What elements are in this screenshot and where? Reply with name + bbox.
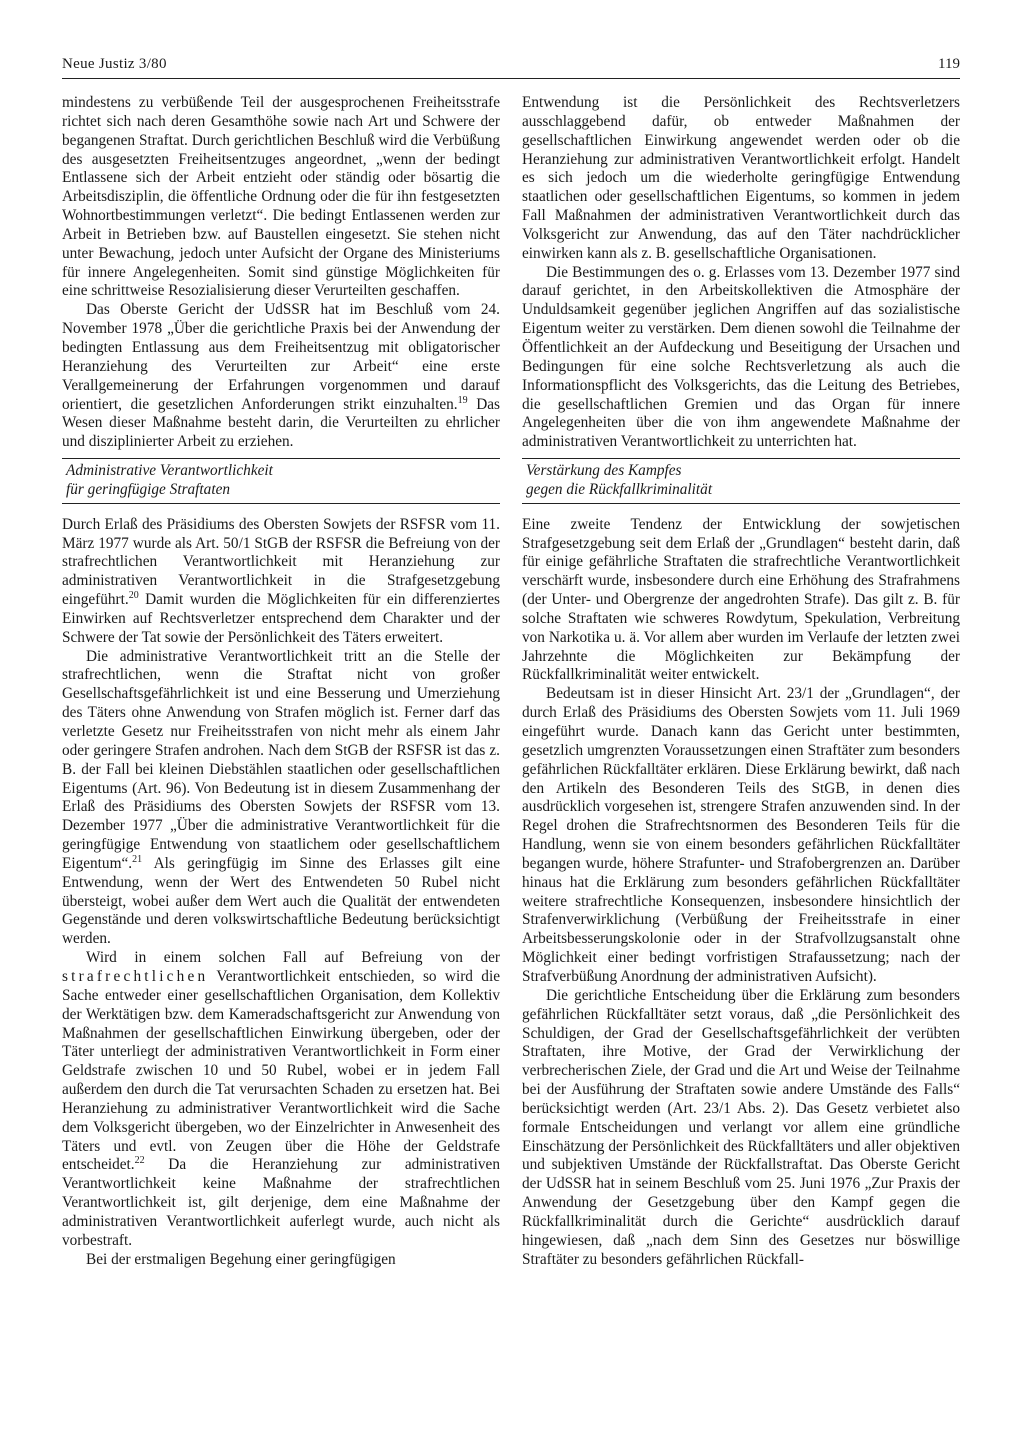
paragraph: mindestens zu verbüßende Teil der ausgesprochenen Freiheitsstrafe richtet sich nach deren Gesamthöhe sowie nach Art und Schwere der begangenen Straftat. Durch gerichtlichen Beschluß wird die Verbüßung des ausgesetzten Freiheitsentzuges angeordnet, „wenn der bedingt Entlassene sich der Arbeit entzieht oder ständig oder bösartig die Arbeitsdisziplin, die öffentliche Ordnung oder die für ihn festgesetzten Wohnortbestimmungen verletzt“. Die bedingt Entlassenen werden zur Arbeit in Betrieben bzw. auf Baustellen eingesetzt. Sie stehen nicht unter Bewachung, jedoch unter Aufsicht der Organe des Ministeriums für innere Angelegenheiten. Somit sind günstige Möglichkeiten für eine schrittweise Resozialisierung dieser Verurteilten geschaffen. bbox=[62, 94, 500, 300]
footnote-ref: 19 bbox=[457, 394, 468, 406]
journal-title: Neue Justiz 3/80 bbox=[62, 56, 167, 72]
header-rule bbox=[62, 78, 960, 79]
paragraph: Die Bestimmungen des o. g. Erlasses vom 13. Dezember 1977 sind darauf gerichtet, in den Arbeitskollektiven die Atmosphäre der Unduldsamkeit gegenüber jeglichen Angriffen auf das sozialistische Eigentum weiter zu verstärken. Dem dienen sowohl die Teilnahme der Öffentlichkeit an der Aufdeckung und Beseitigung der Ursachen und Bedingungen für eine solche Rechtsverletzung als auch die Informationspflicht des Volksgerichts, das die Leitung des Betriebes, die gesellschaftlichen Gremien und das Organ für innere Angelegenheiten über die von ihm angewendete Maßnahme der administrativen Verantwortlichkeit zu unterrichten hat. bbox=[522, 263, 960, 451]
footnote-ref: 21 bbox=[132, 853, 143, 865]
paragraph: Die gerichtliche Entscheidung über die Erklärung zum besonders gefährlichen Rückfalltäter setzt voraus, daß „die Persönlichkeit des Schuldigen, der Grad der Gesellschaftsgefährlichkeit der verübten Straftaten, ihre Motive, der Grad der Verwirklichung der verbrecherischen Ziele, der Grad und die Art und Weise der Teilnahme bei der Ausführung der Straftaten sowie andere Umstände des Falls“ berücksichtigt werden (Art. 23/1 Abs. 2). Das Gesetz verbietet also formale Entscheidungen und verlangt vor allem eine gründliche Einschätzung der Persönlichkeit des Rückfalltäters und aller objektiven und subjektiven Umstände der Rückfallstraftat. Das Oberste Gericht der UdSSR hat in seinem Beschluß vom 25. Juni 1976 „Zur Praxis der Anwendung der Gesetzgebung über den Kampf gegen die Rückfallkriminalität durch die Gerichte“ ausdrücklich darauf hingewiesen, daß „nach dem Sinn des Gesetzes nur böswillige Straftäter zu besonders gefährlichen Rückfall- bbox=[522, 986, 960, 1268]
section-heading: Administrative Verantwortlichkeit für geringfügige Straftaten bbox=[66, 462, 273, 498]
footnote-ref: 22 bbox=[134, 1155, 145, 1167]
paragraph: Bedeutsam ist in dieser Hinsicht Art. 23/1 der „Grundlagen“, der durch Erlaß des Präsidiums des Obersten Sowjets vom 11. Juli 1969 eingeführt wurde. Danach kann das Gericht unter bestimmten, gesetzlich umgrenzten Voraussetzungen einen Straftäter zum besonders gefährlichen Rückfalltäter erklären. Diese Erklärung bewirkt, daß nach den Artikeln des Besonderen Teils des StGB, in denen dies ausdrücklich vorgesehen ist, strengere Strafen anzuwenden sind. In der Regel drohen die Strafrechtsnormen des Besonderen Teils für die Handlung, wenn sie von einem besonders gefährlichen Rückfalltäter begangen wurde, höhere Strafunter- und Strafobergrenzen an. Darüber hinaus hat die Erklärung zum besonders gefährlichen Rückfalltäter weitere strafrechtliche Konsequenzen, insbesondere hinsichtlich der Strafenverwirklichung (Verbüßung der Freiheitsstrafe in einer Arbeitsbesserungskolonie oder in der Strafvollzugsanstalt ohne Möglichkeit einer bedingt vorfristigen Strafaussetzung; nach der Strafverbüßung Anordnung der administrativen Aufsicht). bbox=[522, 685, 960, 985]
paragraph: Eine zweite Tendenz der Entwicklung der sowjetischen Strafgesetzgebung seit dem Erlaß der „Grundlagen“ besteht darin, daß für einige gefährliche Straftaten die strafrechtliche Verantwortlichkeit verschärft wurde, insbesondere durch eine Erhöhung des Strafrahmens (der Unter- und Obergrenze der angedrohten Strafe). Das gilt z. B. für solche Straftaten wie schweres Rowdytum, Spekulation, Verbreitung von Narkotika u. ä. Vor allem aber wurden im Verlaufe der letzten zwei Jahrzehnte die Möglichkeiten zur Bekämpfung der Rückfallkriminalität weiter entwickelt. bbox=[522, 515, 960, 684]
section-rule bbox=[522, 458, 960, 459]
section-heading: Verstärkung des Kampfes gegen die Rückfallkriminalität bbox=[526, 462, 713, 498]
paragraph: Entwendung ist die Persönlichkeit des Rechtsverletzers ausschlaggebend dafür, ob entweder Maßnahmen der gesellschaftlichen Einwirkung angewendet werden oder ob die Heranziehung zur administrativen Verantwortlichkeit erfolgt. Handelt es sich jedoch um die wiederholte geringfügige Entwendung staatlichen oder gesellschaftlichen Eigentums, so kommen in jedem Fall Maßnahmen der administrativen Verantwortlichkeit durch das Volksgericht zur Anwendung, das auf den Täter nachdrücklicher einwirken kann als z. B. gesellschaftliche Organisationen. bbox=[522, 94, 960, 262]
section-rule bbox=[522, 503, 960, 504]
section-rule bbox=[62, 503, 500, 504]
right-column bbox=[522, 94, 960, 1269]
left-column bbox=[62, 94, 500, 1269]
page-number: 119 bbox=[938, 56, 960, 72]
footnote-ref: 20 bbox=[128, 590, 139, 601]
paragraph: Das Oberste Gericht der UdSSR hat im Beschluß vom 24. November 1978 „Über die gerichtliche Praxis bei der Anwendung der bedingten Entlassung aus dem Freiheitsentzug mit obligatorischer Heranziehung des Verurteilten zur Arbeit“ eine erste Verallgemeinerung der Erfahrungen vorgenommen und darauf orientiert, die gesetzlichen Anforderungen strikt einzuhalten.$^{19}$ Das Wesen dieser Maßnahme besteht darin, die Verurteilten zu ehrlicher und disziplinierter Arbeit zu erziehen. bbox=[62, 301, 500, 451]
paragraph: Durch Erlaß des Präsidiums des Obersten Sowjets der RSFSR vom 11. März 1977 wurde als Art. 50/1 StGB der RSFSR die Befreiung von der strafrechtlichen Verantwortlichkeit mit Heranziehung zur administrativen Verantwortlichkeit in die Strafgesetzgebung eingeführt.$^{20}$ Damit wurden die Möglichkeiten für ein differenziertes Einwirken auf Rechtsverletzer entsprechend dem Charakter und der Schwere der Tat sowie der Persönlichkeit des Täters erweitert. bbox=[62, 515, 500, 646]
paragraph: Wird in einem solchen Fall auf Befreiung von der strafrechtlichen Verantwortlichkeit entschieden, so wird die Sache entweder einer gesellschaftlichen Organisation, dem Kollektiv der Werktätigen bzw. dem Kameradschaftsgericht zur Anwendung von Maßnahmen der gesellschaftlichen Einwirkung übergeben, oder der Täter unterliegt der administrativen Verantwortlichkeit in Form einer Geldstrafe zwischen 10 und 50 Rubel, wobei er in jedem Fall außerdem den durch die Tat verursachten Schaden zu ersetzen hat. Bei Heranziehung zu administrativer Verantwortlichkeit wird die Sache dem Volksgericht übergeben, wo der Einzelrichter in Anwesenheit des Täters und evtl. von Zeugen über die Höhe der Geldstrafe entscheidet.$^{22}$ Da die Heranziehung zur administrativen Verantwortlichkeit keine Maßnahme der strafrechtlichen Verantwortlichkeit ist, gilt derjenige, dem eine Maßnahme der administrativen Verantwortlichkeit auferlegt wurde, auch nicht als vorbestraft. bbox=[62, 949, 500, 1249]
paragraph: Die administrative Verantwortlichkeit tritt an die Stelle der strafrechtlichen, wenn die Straftat nicht von großer Gesellschaftsgefährlichkeit ist und eine Besserung und Umerziehung des Täters ohne Anwendung von Strafen möglich ist. Ferner darf das verletzte Gesetz nur Freiheitsstrafen von nicht mehr als einem Jahr oder geringere Strafen androhen. Nach dem StGB der RSFSR ist das z. B. der Fall bei kleinen Diebstählen staatlichen oder gesellschaftlichen Eigentums (Art. 96). Von Bedeutung ist in diesem Zusammenhang der Erlaß des Präsidiums des Obersten Sowjets der RSFSR vom 13. Dezember 1977 „Über die administrative Verantwortlichkeit für die geringfügige Entwendung von staatlichem oder gesellschaftlichem Eigentum“.$^{21}$ Als geringfügig im Sinne des Erlasses gilt eine Entwendung, wenn der Wert des Entwendeten 50 Rubel nicht übersteigt, wobei außer dem Wert auch die Qualität der entwendeten Gegenstände und deren volkswirtschaftliche Bedeutung berücksichtigt werden. bbox=[62, 647, 500, 948]
running-header bbox=[62, 56, 960, 80]
spaced-emphasis: strafrechtlichen bbox=[62, 967, 209, 985]
section-rule bbox=[62, 458, 500, 459]
paragraph: Bei der erstmaligen Begehung einer geringfügigen bbox=[86, 1250, 396, 1268]
